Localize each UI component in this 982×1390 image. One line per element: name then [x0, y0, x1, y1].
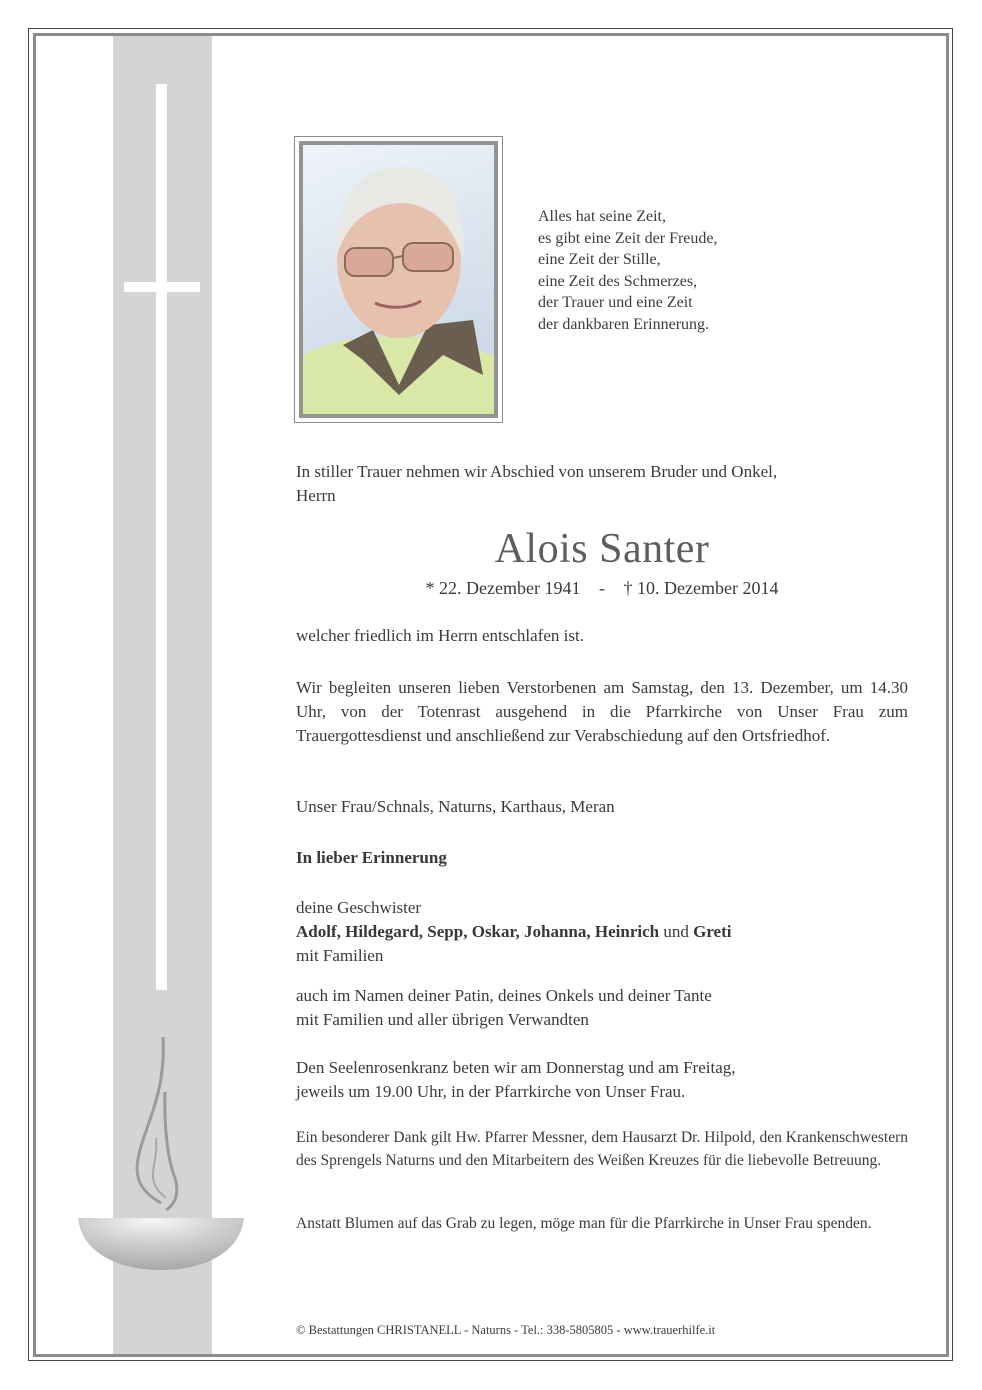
life-dates — [296, 575, 908, 601]
thanks-text: Ein besonderer Dank gilt Hw. Pfarrer Messner, dem Hausarzt Dr. Hilpold, den Krankenschwestern des Sprengels Naturns und den Mitarbeitern des Weißen Kreuzes für die liebevolle Betreuung. — [296, 1129, 908, 1169]
also-text — [296, 984, 908, 1032]
passed-text: welcher friedlich im Herrn entschlafen ist. — [296, 626, 584, 645]
rosary-line-1: Den Seelenrosenkranz beten wir am Donnerstag und am Freitag, — [296, 1058, 736, 1077]
mourner-name: Heinrich — [594, 922, 660, 941]
deceased-name: Alois Santer — [494, 526, 710, 572]
eternal-flame-lamp-icon — [78, 1000, 244, 1270]
poem — [538, 206, 718, 335]
death-date: † 10. Dezember 2014 — [623, 578, 779, 598]
mourners — [296, 896, 908, 968]
memory-heading — [296, 846, 908, 870]
mourner-name: Hildegard — [345, 922, 419, 941]
intro-line-2: Herrn — [296, 486, 336, 505]
funeral-text: Wir begleiten unseren lieben Verstorbenen am Samstag, den 13. Dezember, um 14.30 Uhr, von der Totenrast ausgehend in die Pfarrkirche von Unser Frau zum Trauergottesdienst und anschließend zur Verabschiedung auf den Ortsfriedhof. — [296, 678, 908, 745]
birth-date: * 22. Dezember 1941 — [425, 578, 581, 598]
mourners-families: mit Familien — [296, 946, 384, 965]
mourners-names: Adolf, Hildegard, Sepp, Oskar, Johanna, Heinrich und Greti — [296, 922, 732, 941]
mourner-name: Oskar — [471, 922, 516, 941]
portrait-frame — [294, 136, 503, 423]
also-line-2: mit Familien und aller übrigen Verwandten — [296, 1010, 589, 1029]
intro-line-1: In stiller Trauer nehmen wir Abschied von unserem Bruder und Onkel, — [296, 462, 778, 481]
poem-line: der dankbaren Erinnerung. — [538, 315, 710, 333]
flame-inner — [153, 1138, 166, 1198]
poem-line: eine Zeit der Stille, — [538, 251, 661, 268]
footer-credits: © Bestattungen CHRISTANELL - Naturns - Tel.: 338-5805805 - www.trauerhilfe.it — [296, 1323, 716, 1337]
rosary-line-2: jeweils um 19.00 Uhr, in der Pfarrkirche von Unser Frau. — [296, 1082, 686, 1101]
cross-horizontal-beam — [124, 282, 200, 292]
mourner-name: Adolf — [296, 922, 337, 941]
donation-text: Anstatt Blumen auf das Grab zu legen, möge man für die Pfarrkirche in Unser Frau spenden. — [296, 1215, 872, 1232]
flame-outer-right — [165, 1092, 177, 1210]
poem-line: es gibt eine Zeit der Freude, — [538, 229, 718, 247]
mourner-name: Greti — [693, 922, 732, 941]
mourner-name: Sepp — [427, 922, 464, 941]
poem-line: eine Zeit des Schmerzes, — [538, 272, 698, 290]
portrait-image — [303, 145, 496, 416]
also-line-1: auch im Namen deiner Patin, deines Onkels und deiner Tante — [296, 986, 712, 1005]
intro-text — [296, 460, 908, 508]
mourner-name: Johanna — [524, 922, 587, 941]
lamp-bowl — [78, 1218, 244, 1270]
rosary-text — [296, 1056, 908, 1104]
mourners-intro: deine Geschwister — [296, 898, 422, 917]
places-text: Unser Frau/Schnals, Naturns, Karthaus, Meran — [296, 797, 615, 816]
poem-line: der Trauer und eine Zeit — [538, 294, 693, 311]
memory-heading-label: In lieber Erinnerung — [296, 848, 447, 867]
cross-vertical-beam — [156, 84, 167, 990]
flame-outer-left — [137, 1037, 163, 1203]
mourners-conjunction: und — [663, 922, 689, 941]
portrait-photo — [299, 141, 498, 418]
poem-line: Alles hat seine Zeit, — [538, 208, 666, 225]
date-separator: - — [599, 578, 605, 598]
